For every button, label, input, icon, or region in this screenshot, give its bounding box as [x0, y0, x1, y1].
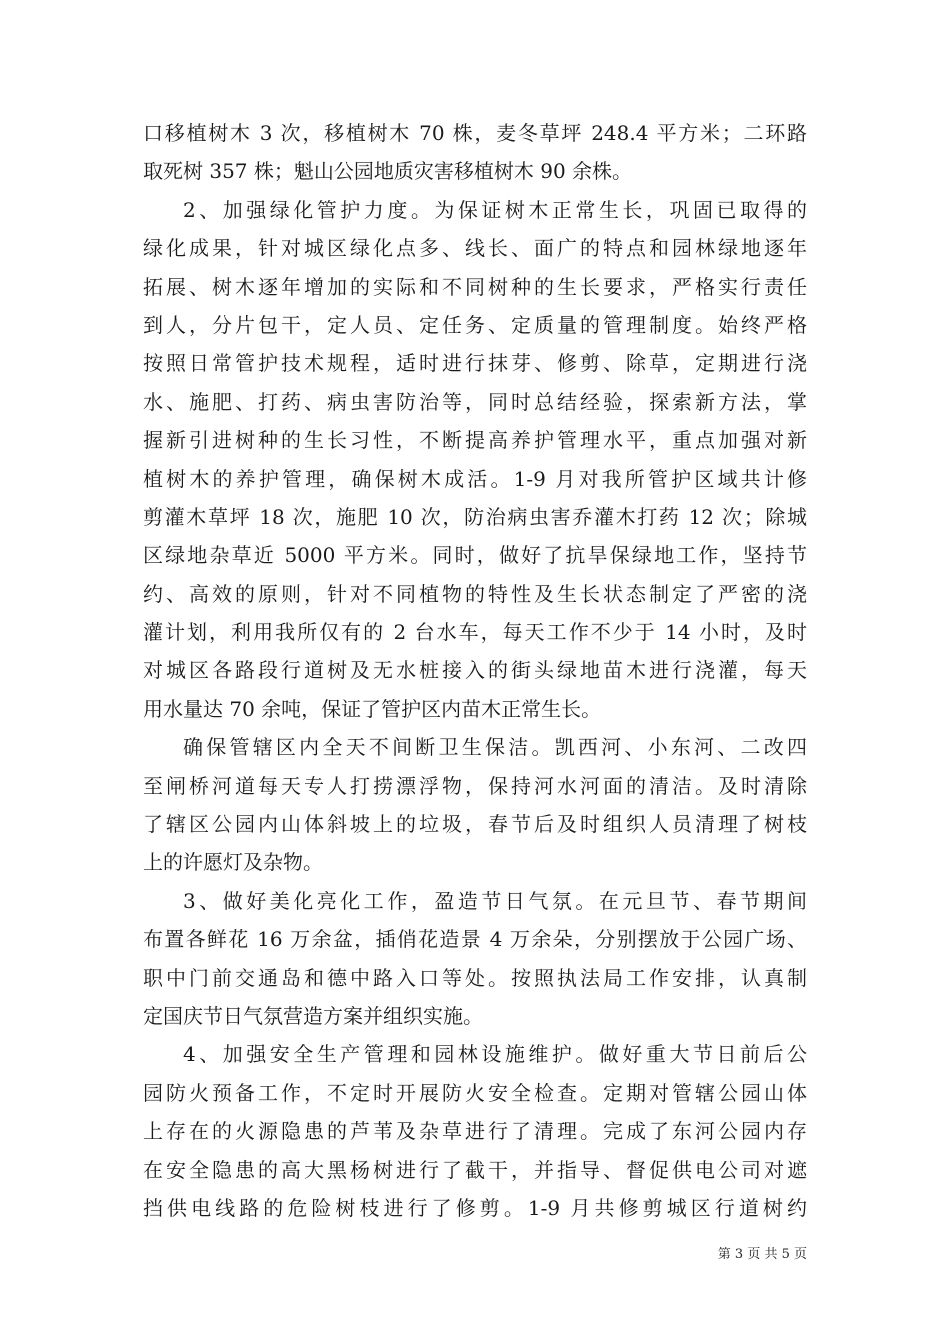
text-line: 对城区各路段行道树及无水桩接入的街头绿地苗木进行浇灌，每天 — [143, 658, 807, 683]
text-line: 水、施肥、打药、病虫害防治等，同时总结经验，探索新方法，掌 — [143, 389, 807, 414]
text-line: 4、加强安全生产管理和园林设施维护。做好重大节日前后公 — [183, 1042, 807, 1067]
text-line: 3、做好美化亮化工作，盈造节日气氛。在元旦节、春节期间 — [183, 888, 807, 913]
text-line: 约、高效的原则，针对不同植物的特性及生长状态制定了严密的浇 — [143, 581, 807, 606]
text-line: 口移植树木 3 次，移植树木 70 株，麦冬草坪 248.4 平方米；二环路 — [143, 121, 807, 145]
text-line: 用水量达 70 余吨，保证了管护区内苗木正常生长。 — [143, 696, 602, 721]
text-line: 区绿地杂草近 5000 平方米。同时，做好了抗旱保绿地工作，坚持节 — [143, 543, 807, 568]
text-line: 2、加强绿化管护力度。为保证树木正常生长，巩固已取得的 — [183, 197, 807, 222]
text-line: 了辖区公园内山体斜坡上的垃圾，春节后及时组织人员清理了树枝 — [143, 812, 807, 837]
page-number-footer — [718, 1246, 807, 1264]
text-line: 园防火预备工作，不定时开展防火安全检查。定期对管辖公园山体 — [143, 1080, 807, 1105]
text-line: 拓展、树木逐年增加的实际和不同树种的生长要求，严格实行责任 — [143, 274, 807, 299]
text-line: 到人，分片包干，定人员、定任务、定质量的管理制度。始终严格 — [143, 312, 807, 337]
document-body — [143, 114, 807, 1227]
text-line: 上存在的火源隐患的芦苇及杂草进行了清理。完成了东河公园内存 — [143, 1119, 807, 1144]
text-line: 按照日常管护技术规程，适时进行抹芽、修剪、除草，定期进行浇 — [143, 351, 807, 376]
text-line: 在安全隐患的高大黑杨树进行了截干，并指导、督促供电公司对遮 — [143, 1157, 807, 1182]
page-number-label: 第 3 页 共 5 页 — [717, 1247, 807, 1262]
text-line: 植树木的养护管理，确保树木成活。1-9 月对我所管护区域共计修 — [143, 466, 807, 491]
text-line: 布置各鲜花 16 万余盆，插俏花造景 4 万余朵，分别摆放于公园广场、 — [143, 927, 807, 952]
text-line: 至闸桥河道每天专人打捞漂浮物，保持河水河面的清洁。及时清除 — [143, 773, 807, 798]
text-line: 上的许愿灯及杂物。 — [143, 850, 323, 875]
text-line: 挡供电线路的危险树枝进行了修剪。1-9 月共修剪城区行道树约 — [143, 1195, 807, 1220]
text-line: 灌计划，利用我所仅有的 2 台水车，每天工作不少于 14 小时，及时 — [143, 620, 807, 645]
text-line: 职中门前交通岛和德中路入口等处。按照执法局工作安排，认真制 — [143, 965, 807, 990]
text-line: 绿化成果，针对城区绿化点多、线长、面广的特点和园林绿地逐年 — [143, 236, 807, 261]
text-line: 确保管辖区内全天不间断卫生保洁。凯西河、小东河、二改四 — [183, 735, 807, 760]
text-line: 剪灌木草坪 18 次，施肥 10 次，防治病虫害乔灌木打药 12 次；除城 — [143, 504, 807, 529]
text-line: 握新引进树种的生长习性，不断提高养护管理水平，重点加强对新 — [143, 428, 807, 453]
text-line: 取死树 357 株；魁山公园地质灾害移植树木 90 余株。 — [143, 159, 633, 184]
text-line: 定国庆节日气氛营造方案并组织实施。 — [143, 1003, 483, 1028]
